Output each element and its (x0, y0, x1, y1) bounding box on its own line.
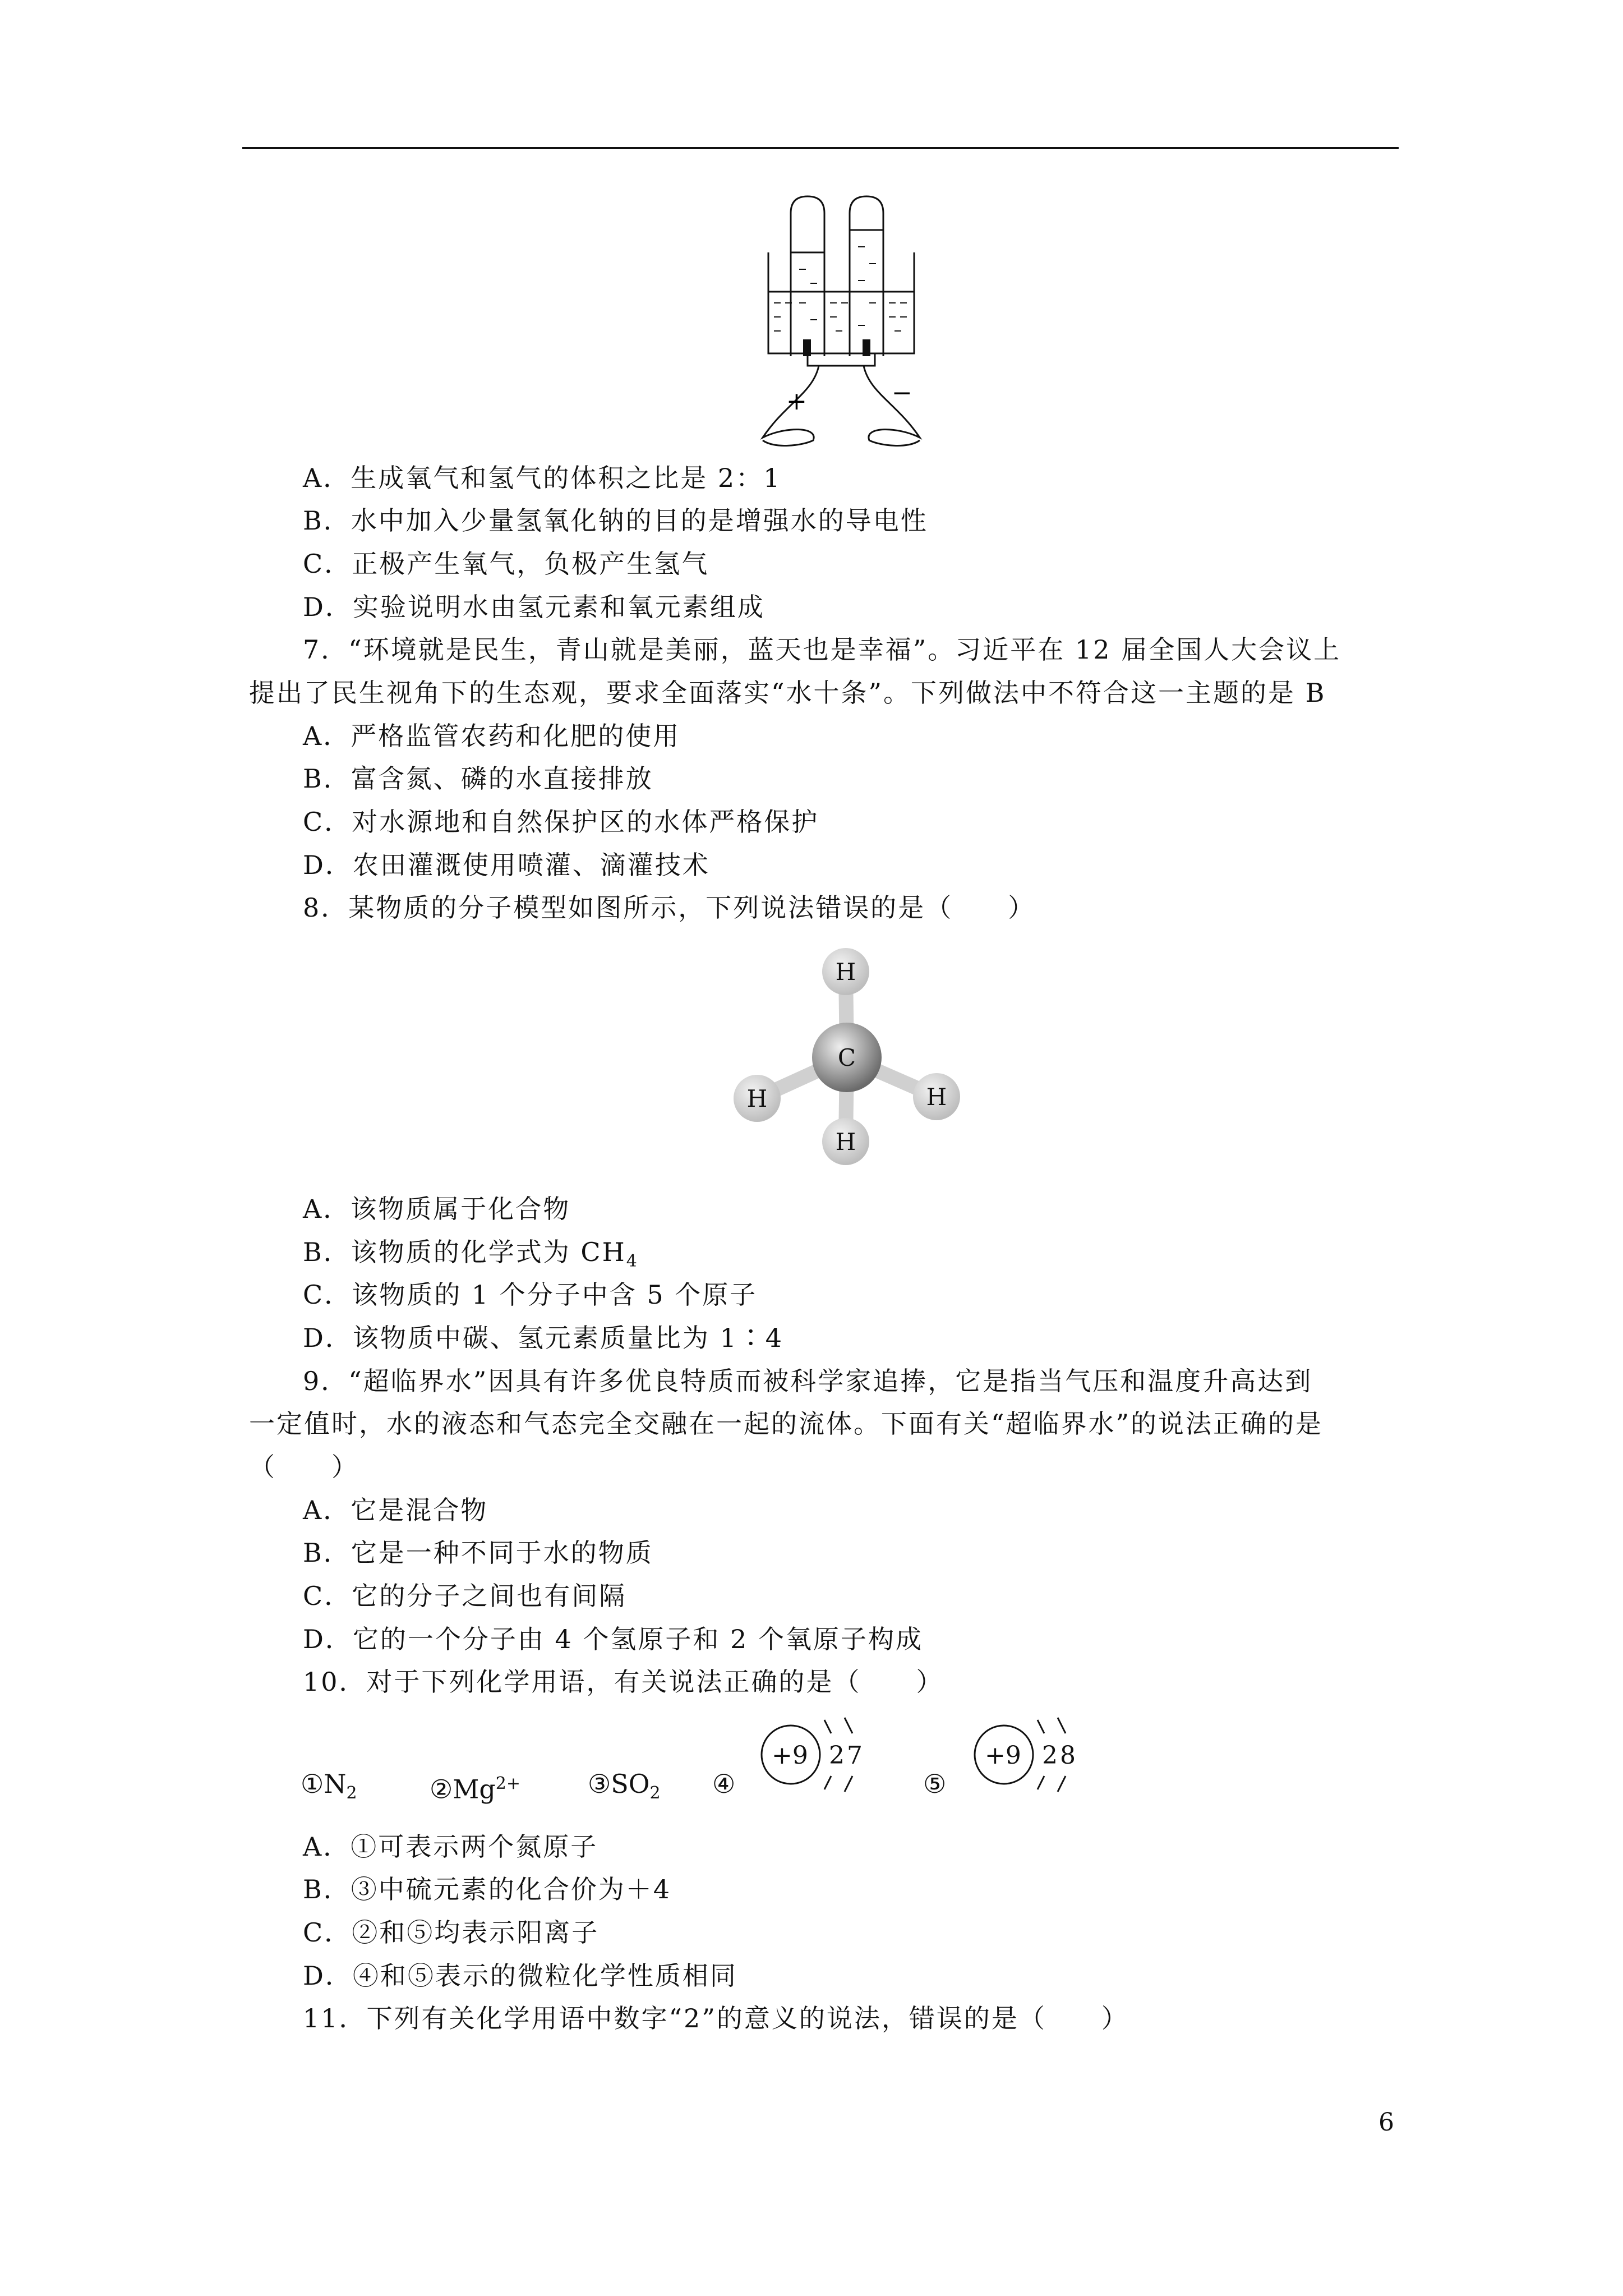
q10-option-b: B．③中硫元素的化合价为＋4 (303, 1874, 672, 1904)
q10-option-d: D．④和⑤表示的微粒化学性质相同 (303, 1961, 737, 1991)
q9-option-c: C．它的分子之间也有间隔 (303, 1581, 627, 1611)
atom-h-right: H (926, 1083, 947, 1111)
q8-stem: 8．某物质的分子模型如图所示，下列说法错误的是（ ） (303, 892, 1036, 923)
shell2-electrons-5: 8 (1060, 1741, 1076, 1770)
q8-option-c: C．该物质的 1 个分子中含 5 个原子 (303, 1280, 758, 1310)
item-5-label: ⑤ (923, 1769, 947, 1799)
shell2-electrons-4: 7 (847, 1741, 863, 1770)
atom-h-left: H (746, 1085, 768, 1112)
q6-option-b: B．水中加入少量氢氧化钠的目的是增强水的导电性 (303, 505, 928, 536)
positive-terminal-label: + (786, 387, 807, 416)
q7-option-d: D．农田灌溉使用喷灌、滴灌技术 (303, 850, 710, 880)
methane-molecule-model (723, 942, 970, 1178)
q7-option-a: A．严格监管农药和化肥的使用 (303, 721, 681, 751)
shell1-electrons-5: 2 (1042, 1741, 1058, 1770)
atom-structure-diagram-5 (965, 1711, 1094, 1801)
q6-option-d: D．实验说明水由氢元素和氧元素组成 (303, 592, 765, 622)
page-number: 6 (1378, 2108, 1394, 2137)
atom-c-center: C (837, 1044, 856, 1071)
q9-stem-line1: 9．“超临界水”因具有许多优良特质而被科学家追捧，它是指当气压和温度升高达到 (303, 1366, 1313, 1396)
q9-option-d: D．它的一个分子由 4 个氢原子和 2 个氧原子构成 (303, 1624, 923, 1654)
item-4-label: ④ (712, 1769, 736, 1799)
atom-structure-diagram-4 (751, 1711, 880, 1801)
q9-stem-line2: 一定值时，水的液态和气态完全交融在一起的流体。下面有关“超临界水”的说法正确的是 (249, 1409, 1324, 1439)
q9-option-b: B．它是一种不同于水的物质 (303, 1538, 653, 1568)
q11-stem: 11．下列有关化学用语中数字“2”的意义的说法，错误的是（ ） (303, 2003, 1129, 2033)
q8-option-d: D．该物质中碳、氢元素质量比为 1∶4 (303, 1323, 784, 1353)
q10-option-a: A．①可表示两个氮原子 (303, 1832, 598, 1862)
q7-option-c: C．对水源地和自然保护区的水体严格保护 (303, 807, 819, 837)
q9-stem-line3: （ ） (249, 1452, 359, 1482)
q7-stem-line1: 7．“环境就是民生，青山就是美丽，蓝天也是幸福”。习近平在 12 届全国人大会议上 (303, 634, 1341, 665)
shell1-electrons-4: 2 (829, 1741, 845, 1770)
q6-option-c: C．正极产生氧气，负极产生氢气 (303, 549, 709, 579)
electrolysis-apparatus-figure (751, 191, 931, 460)
nucleus-charge-4: +9 (772, 1741, 808, 1770)
item-2-mg-ion: $②Mg^{2+}$ (430, 1774, 521, 1805)
item-1-n2: $①N_2$ (301, 1769, 357, 1803)
q6-option-a: A．生成氧气和氢气的体积之比是 2：1 (303, 463, 782, 493)
q10-option-c: C．②和⑤均表示阳离子 (303, 1917, 600, 1948)
nucleus-charge-5: +9 (985, 1741, 1021, 1770)
item-3-so2: $③SO_2$ (588, 1769, 661, 1803)
header-rule (242, 147, 1399, 149)
q8-option-b: B．该物质的化学式为 $CH_4$ (303, 1237, 639, 1272)
q8-option-a: A．该物质属于化合物 (303, 1194, 571, 1224)
q9-option-a: A．它是混合物 (303, 1495, 488, 1525)
negative-terminal-label: − (892, 379, 912, 407)
q7-option-b: B．富含氮、磷的水直接排放 (303, 763, 653, 794)
atom-h-top: H (835, 958, 856, 986)
atom-h-bottom: H (835, 1128, 856, 1156)
q7-stem-line2: 提出了民生视角下的生态观，要求全面落实“水十条”。下列做法中不符合这一主题的是 B (249, 678, 1326, 708)
q10-stem: 10．对于下列化学用语，有关说法正确的是（ ） (303, 1667, 944, 1697)
